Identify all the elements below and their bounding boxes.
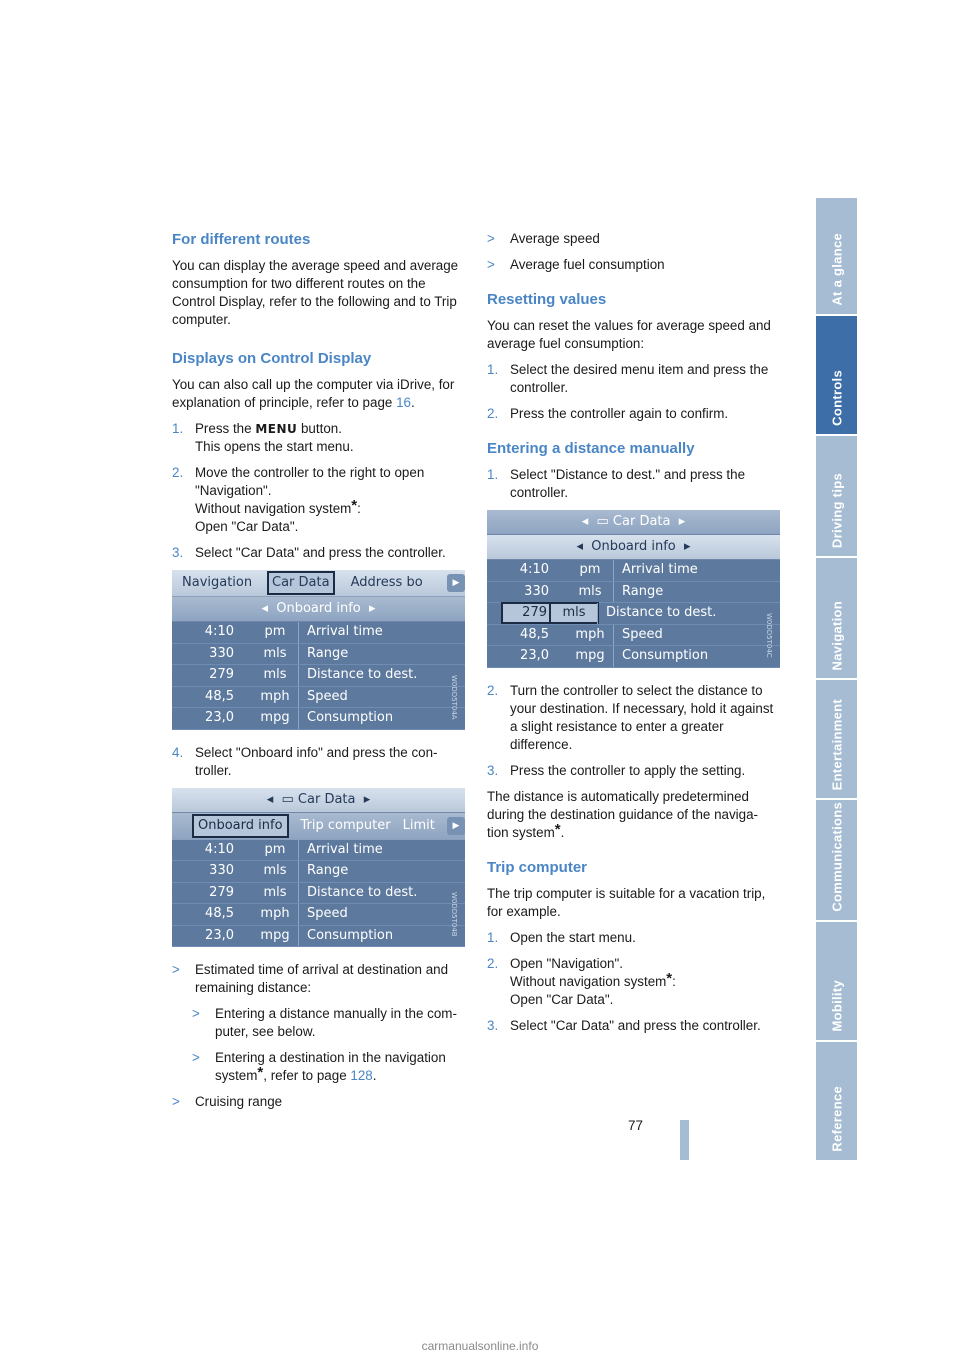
screen-car-data: Navigation Car Data Address bo ▶ ◂ Onboard info ▸ 4:10 pm Arrival time 330 mls Range 279 mls Distance to dest. 48,5 mph Speed 23,0 mpg Consumption W0DD5T04A xyxy=(172,570,465,730)
para-different-routes: You can display the average speed and average consumption for two different routes on the Control Display, refer to the following and to Trip computer. xyxy=(172,258,459,327)
step-4: 4. Select "Onboard info" and press the con-troller. xyxy=(172,744,438,778)
cell-unit: mls xyxy=(263,863,287,879)
top-car-data: Car Data xyxy=(612,514,671,529)
cell-label: Speed xyxy=(298,904,465,925)
screen-distance-selected: ◂ ▭ Car Data ▸ ◂ Onboard info ▸ 4:10 pm Arrival time 330 mls Range 279 mls Distance to dest. 48,5 mph Speed 23,0 mpg Consumption W0DD5T04C xyxy=(487,510,780,668)
computer-icon: ▭ xyxy=(281,791,298,807)
cell-unit-selected: mls xyxy=(551,604,597,622)
cell-label: Arrival time xyxy=(298,622,465,643)
cell-unit: mph xyxy=(575,626,605,642)
cell-label: Speed xyxy=(613,625,780,646)
screen-onboard-info: ◂ ▭ Car Data ▸ Onboard info Trip computer Limit ▶ 4:10 pm Arrival time 330 mls Range 279 mls Distance to dest. 48,5 mph Speed 23,0 mpg Consumption W0DD5T04B xyxy=(172,788,465,948)
image-code: W0DD5T04A xyxy=(450,674,458,720)
cell-label: Range xyxy=(298,644,465,665)
page-marker xyxy=(680,1120,689,1160)
heading-different-routes: For different routes xyxy=(172,231,311,248)
enter-step-2: 2. Turn the controller to select the distance to your destination. If necessary, hold it against a slight resistance to enter a greater difference. xyxy=(487,682,774,752)
bullet-cruising-range: > Cruising range xyxy=(172,1094,283,1109)
tab-limit: Limit xyxy=(402,817,435,833)
enter-step-1: 1. Select "Distance to dest." and press the controller. xyxy=(487,467,746,500)
cell-value: 48,5 xyxy=(205,906,234,922)
cell-label: Distance to dest. xyxy=(298,665,465,686)
cell-unit: pm xyxy=(579,562,601,578)
step-1: 1. Press the MENU button. This opens the start menu. xyxy=(172,421,354,454)
sub-onboard-info: Onboard info xyxy=(276,601,361,616)
tab-address-book: Address bo xyxy=(350,575,423,590)
cell-value: 4:10 xyxy=(204,841,234,857)
trip-step-1: 1. Open the start menu. xyxy=(487,929,636,945)
para-trip-computer: The trip computer is suitable for a vacation trip, for example. xyxy=(487,885,766,919)
cell-label: Consumption xyxy=(298,708,465,729)
computer-icon: ▭ xyxy=(596,514,613,529)
cell-value: 330 xyxy=(209,863,234,879)
tab-communications[interactable]: Communications xyxy=(816,800,857,920)
bullet-enter-distance: > Entering a distance manually in the com-puter, see below. xyxy=(192,1006,457,1039)
cell-value: 4:10 xyxy=(204,624,234,640)
tab-controls[interactable]: Controls xyxy=(816,316,857,434)
scroll-right-icon: ▶ xyxy=(447,574,465,592)
reset-step-2: 2. Press the controller again to confirm. xyxy=(487,406,729,421)
cell-unit: mls xyxy=(578,583,602,599)
left-column xyxy=(172,230,464,1119)
right-column xyxy=(487,230,779,1043)
cell-unit: mph xyxy=(260,688,290,704)
cell-label: Range xyxy=(298,861,465,882)
trip-step-2: 2. Open "Navigation". Without navigation system*: Open "Car Data". xyxy=(487,955,676,1007)
sub-onboard-info: Onboard info xyxy=(591,539,676,554)
cell-label: Distance to dest. xyxy=(597,603,780,624)
cell-label: Distance to dest. xyxy=(298,883,465,904)
menu-button-glyph: MENU xyxy=(255,422,298,436)
heading-resetting-values: Resetting values xyxy=(487,291,607,308)
cell-unit: mls xyxy=(263,645,287,661)
cell-value-selected: 279 xyxy=(503,604,551,622)
enter-step-3: 3. Press the controller to apply the setting. xyxy=(487,762,746,778)
cell-value: 23,0 xyxy=(520,648,549,664)
cell-unit: mph xyxy=(260,906,290,922)
watermark: carmanualsonline.info xyxy=(421,1339,539,1353)
cell-label: Consumption xyxy=(613,646,780,667)
cell-value: 48,5 xyxy=(520,626,549,642)
cell-label: Speed xyxy=(298,687,465,708)
cell-value: 48,5 xyxy=(205,688,234,704)
image-code: W0DD5T04B xyxy=(450,892,458,937)
cell-unit: mpg xyxy=(575,648,605,664)
step-2: 2. Move the controller to the right to open "Navigation". Without navigation system*: Open "Car Data". xyxy=(172,465,425,534)
cell-value: 279 xyxy=(209,884,234,900)
cell-value: 23,0 xyxy=(205,927,234,943)
cell-unit: mls xyxy=(263,884,287,900)
tab-car-data: Car Data xyxy=(267,571,335,595)
bullet-eta: > Estimated time of arrival at destination and remaining distance: xyxy=(172,962,449,995)
scroll-right-icon: ▶ xyxy=(447,817,465,835)
cell-unit: mpg xyxy=(260,927,290,943)
cell-value: 279 xyxy=(209,667,234,683)
para-displays: You can also call up the computer via iDrive, for explanation of principle, refer to page 16. xyxy=(172,377,455,410)
cell-label: Consumption xyxy=(298,926,465,947)
bullet-enter-destination: > Entering a destination in the navigation system*, refer to page 128. xyxy=(192,1050,446,1083)
tab-navigation: Navigation xyxy=(182,575,253,590)
cell-value: 330 xyxy=(209,645,234,661)
section-tabs xyxy=(816,198,857,1160)
tab-entertainment[interactable]: Entertainment xyxy=(816,680,857,798)
cell-unit: pm xyxy=(264,841,286,857)
cell-value: 330 xyxy=(524,583,549,599)
cell-value: 4:10 xyxy=(519,562,549,578)
page-link-128[interactable]: 128 xyxy=(350,1068,373,1083)
para-resetting: You can reset the values for average speed and average fuel consumption: xyxy=(487,318,771,351)
para-auto-distance: The distance is automatically predetermined during the destination guidance of the naviga-tion system*. xyxy=(487,788,758,840)
bullet-average-fuel: > Average fuel consumption xyxy=(487,257,665,272)
image-code: W0DD5T04C xyxy=(765,612,773,658)
page-number: 77 xyxy=(628,1118,643,1133)
reset-step-1: 1. Select the desired menu item and press the controller. xyxy=(487,362,769,395)
tab-reference[interactable]: Reference xyxy=(816,1042,857,1160)
cell-label: Arrival time xyxy=(298,840,465,861)
page-link-16[interactable]: 16 xyxy=(396,395,411,410)
tab-navigation[interactable]: Navigation xyxy=(816,558,857,678)
cell-value: 23,0 xyxy=(205,710,234,726)
tab-trip-computer: Trip computer xyxy=(300,817,391,833)
heading-trip-computer: Trip computer xyxy=(487,858,588,876)
cell-unit: mpg xyxy=(260,710,290,726)
trip-step-3: 3. Select "Car Data" and press the controller. xyxy=(487,1017,761,1033)
bullet-average-speed: > Average speed xyxy=(487,231,600,246)
tab-mobility[interactable]: Mobility xyxy=(816,922,857,1040)
top-car-data: Car Data xyxy=(297,791,356,807)
tab-onboard-info: Onboard info xyxy=(192,814,289,838)
step-3: 3. Select "Car Data" and press the controller. xyxy=(172,545,446,560)
cell-label: Arrival time xyxy=(613,560,780,581)
cell-unit: mls xyxy=(263,667,287,683)
cell-label: Range xyxy=(613,582,780,603)
heading-entering-distance: Entering a distance manually xyxy=(487,440,695,457)
heading-displays: Displays on Control Display xyxy=(172,350,372,367)
cell-unit: pm xyxy=(264,624,286,640)
tab-at-a-glance[interactable]: At a glance xyxy=(816,198,857,314)
tab-driving-tips[interactable]: Driving tips xyxy=(816,436,857,556)
